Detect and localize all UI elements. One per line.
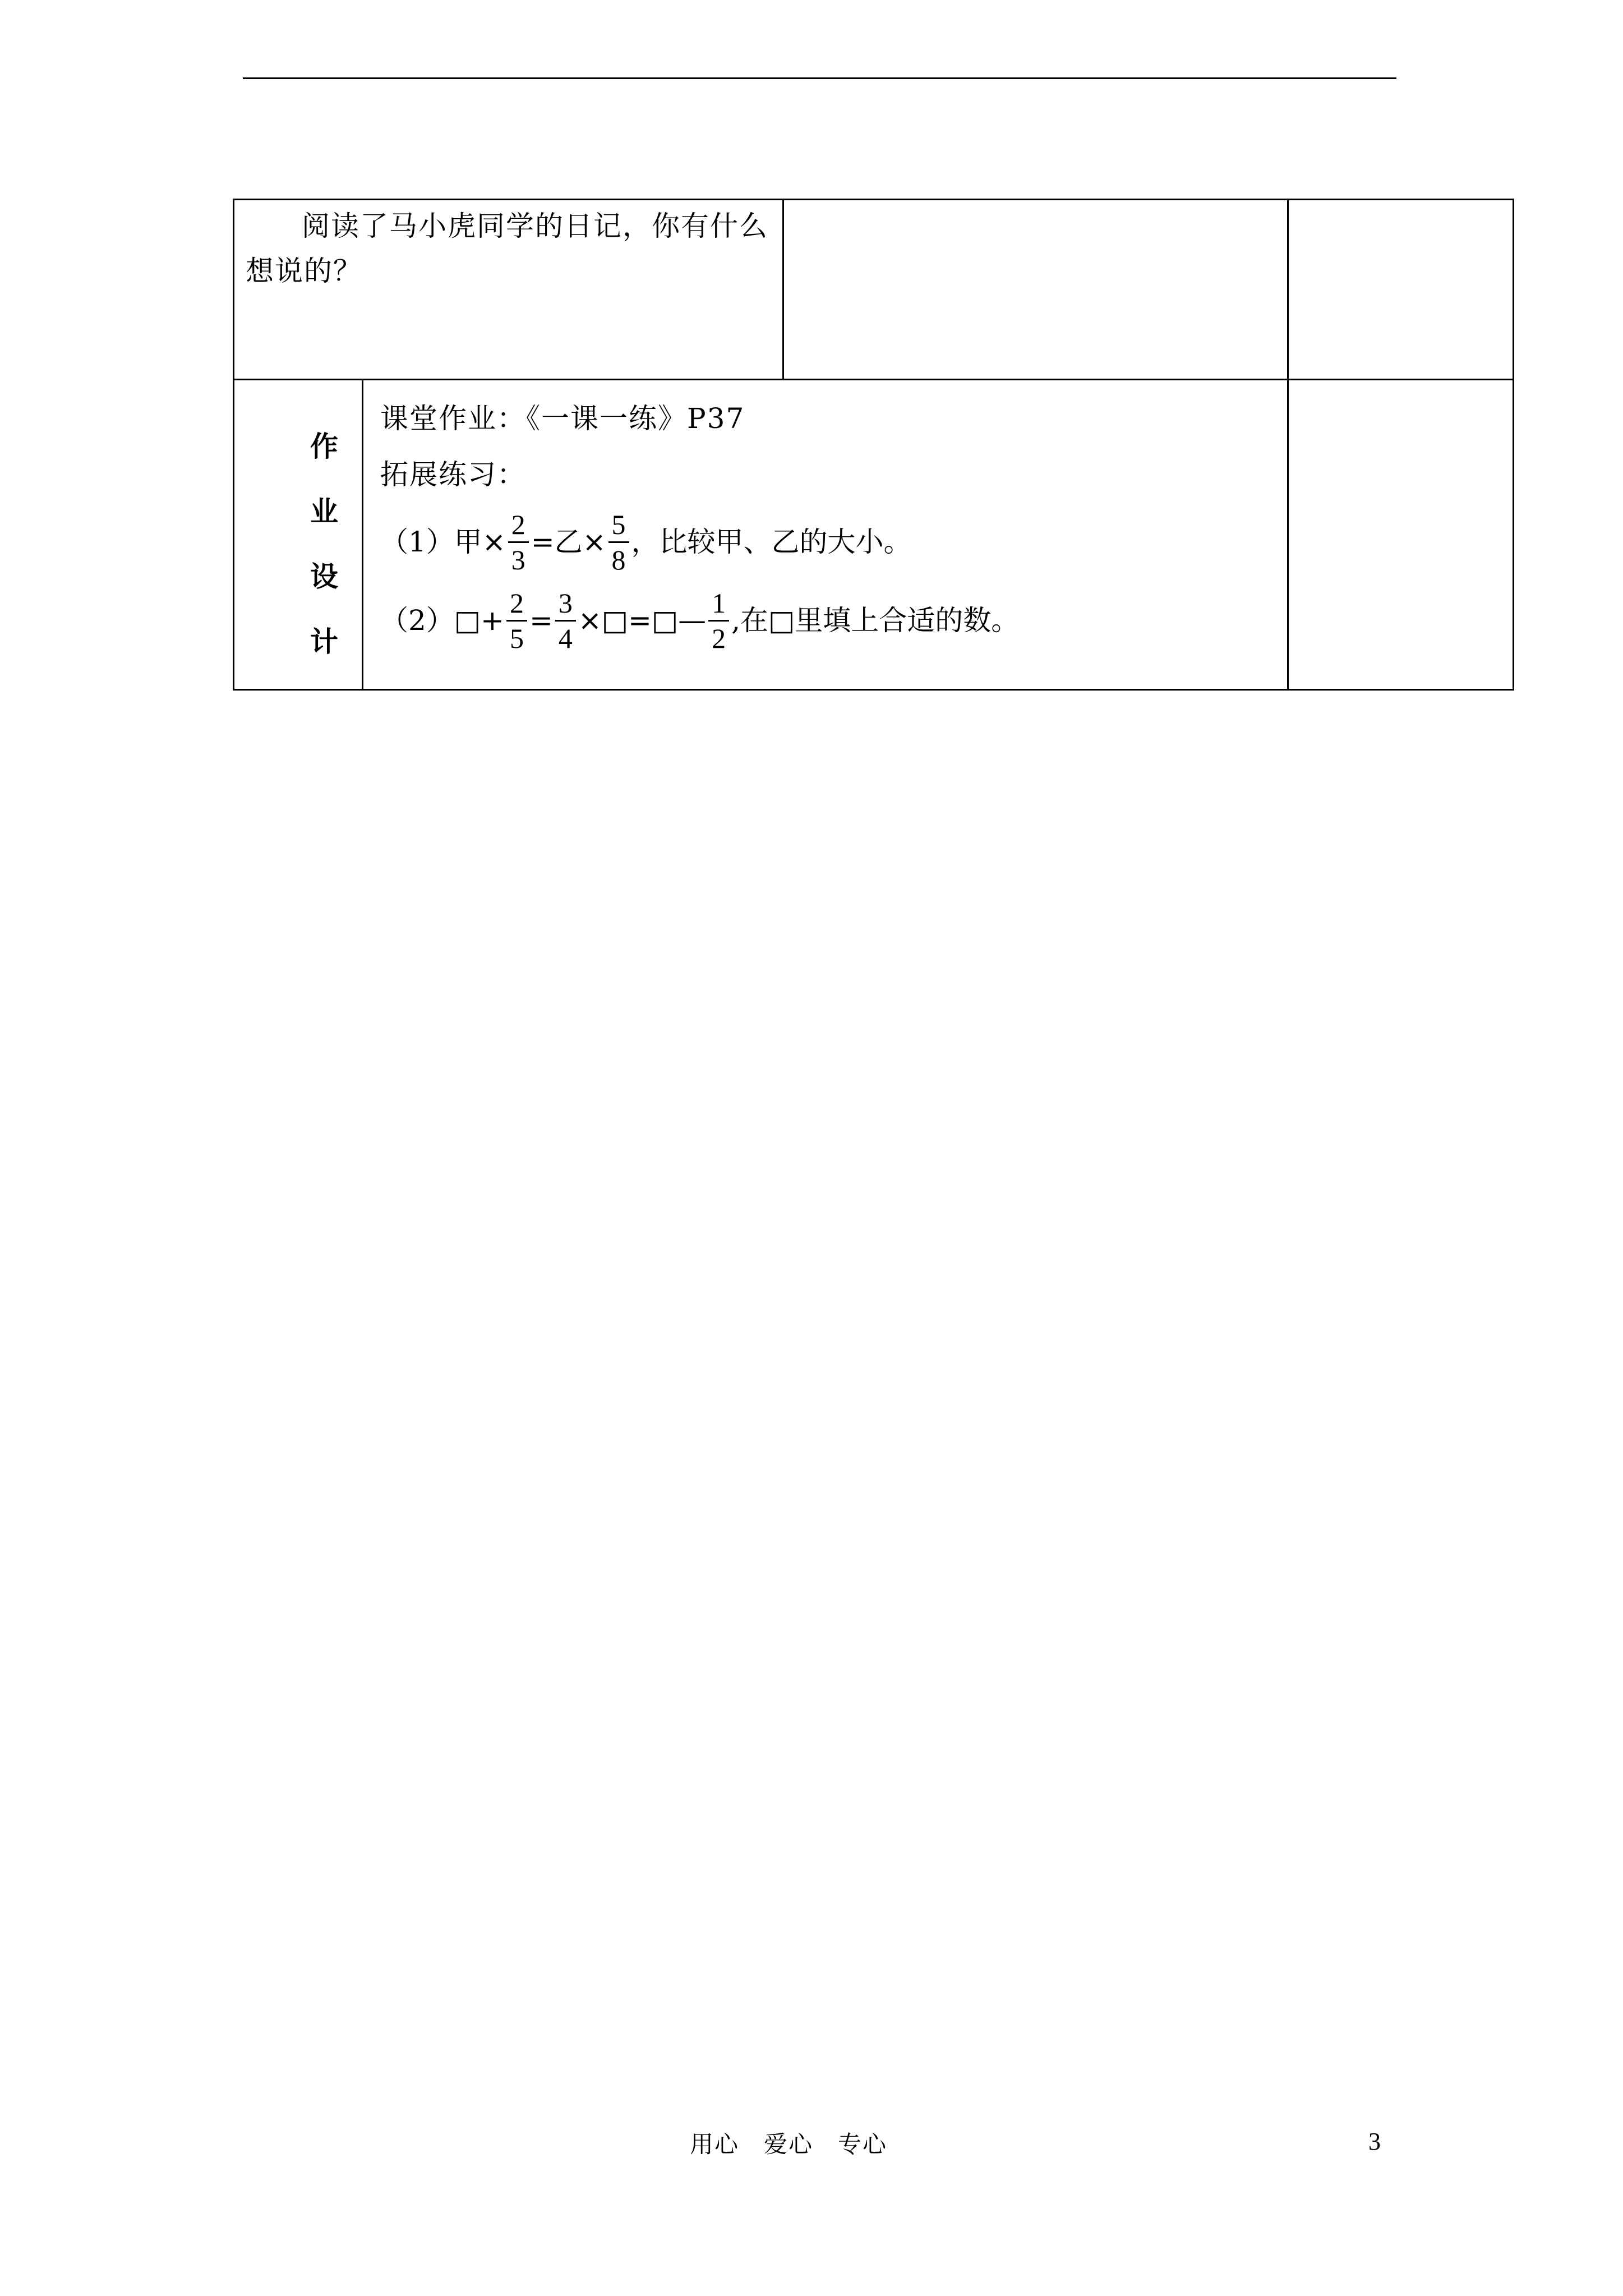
ex2-middle: ×□=□— [578,604,707,637]
ex2-prefix: （2）□+ [380,604,504,637]
fraction-numerator: 1 [708,586,729,622]
table-row [234,380,1514,690]
exercise-1 [380,503,1287,581]
footer-text: 用心 爱心 专心 [690,2131,888,2158]
ex1-times-1: × [482,526,506,558]
homework-label-cell [234,380,363,690]
fraction-denominator: 8 [611,544,626,576]
fraction-numerator: 5 [608,508,629,543]
ex1-fraction-1 [508,508,529,577]
homework-content-cell [363,380,1288,690]
ex1-times-2: × [582,526,606,558]
classwork-line: 课堂作业：《一课一练》P37 [380,402,745,435]
ex2-fraction-2 [555,586,576,655]
lesson-table [233,199,1514,691]
fraction-numerator: 2 [506,586,527,622]
ex1-prefix: （1）甲 [380,526,482,558]
fraction-denominator: 5 [509,622,524,654]
extension-title: 拓展练习： [380,458,526,491]
empty-cell [1288,200,1514,380]
ex1-equals: =乙 [531,526,583,558]
empty-cell [783,200,1288,380]
ex2-equals: = [529,604,553,637]
ex2-suffix: ,在□里填上合适的数。 [731,604,1020,637]
ex2-fraction-1 [506,586,527,655]
question-cell [234,200,783,380]
question-text: 阅读了马小虎同学的日记，你有什么想说的？ [246,210,768,287]
ex2-fraction-3 [708,586,729,655]
fraction-denominator: 4 [558,622,573,654]
exercise-2 [380,581,1287,660]
header-rule [243,77,1396,79]
homework-label: 作业设计 [310,430,338,658]
fraction-numerator: 2 [508,508,529,543]
empty-cell [1288,380,1514,690]
fraction-denominator: 3 [511,544,525,576]
ex1-suffix: ，比较甲、乙的大小。 [631,526,912,558]
fraction-numerator: 3 [555,586,576,622]
fraction-denominator: 2 [712,622,726,654]
ex1-fraction-2 [608,508,629,577]
table-row [234,200,1514,380]
page-number: 3 [1368,2128,1381,2155]
